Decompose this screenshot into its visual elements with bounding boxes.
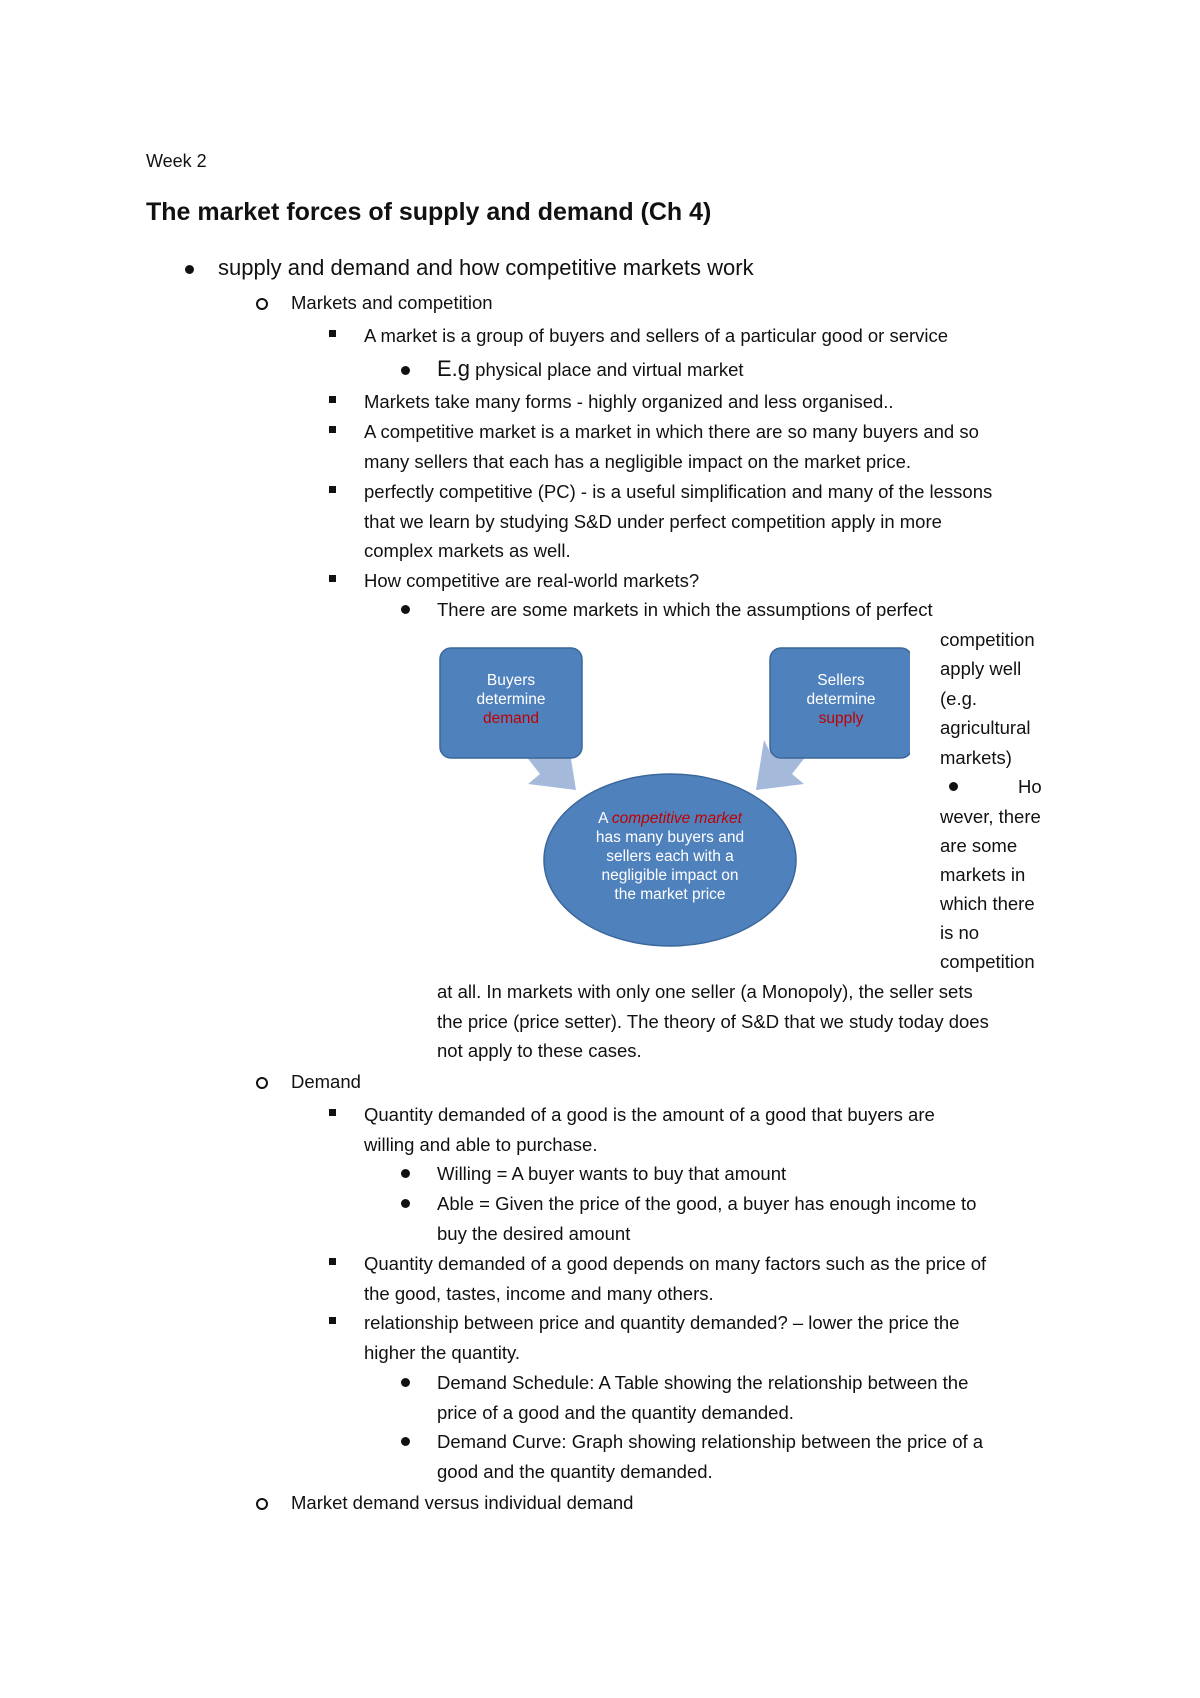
wrap-word: agricultural xyxy=(940,717,1031,738)
center-text-2: has many buyers and xyxy=(595,829,745,846)
monopoly-l4: not apply to these cases. xyxy=(437,1040,642,1061)
wrap-word: apply well xyxy=(940,658,1022,679)
wrap-word: Ho xyxy=(1018,776,1042,797)
eg-text: physical place and virtual market xyxy=(475,359,744,380)
price-relationship-l2: higher the quantity. xyxy=(364,1342,520,1363)
buyers-text-1: Buyers xyxy=(486,672,536,689)
bullet-dot xyxy=(401,366,410,375)
perfectly-competitive-l1: perfectly competitive (PC) - is a useful simplification and many of the lessons xyxy=(364,481,993,502)
market-vs-individual-label: Market demand versus individual demand xyxy=(291,1492,634,1513)
factors-l1: Quantity demanded of a good depends on many factors such as the price of xyxy=(364,1253,987,1274)
bullet-square xyxy=(329,486,336,493)
factors-l2: the good, tastes, income and many others. xyxy=(364,1283,714,1304)
competitive-market-l1: A competitive market is a market in which there are so many buyers and so xyxy=(364,421,979,442)
real-world-question: How competitive are real-world markets? xyxy=(364,570,700,591)
demand-label: Demand xyxy=(291,1071,361,1092)
sellers-text-1: Sellers xyxy=(817,672,865,689)
quantity-demanded-l1: Quantity demanded of a good is the amount of a good that buyers are xyxy=(364,1104,935,1125)
eg-line xyxy=(437,358,744,380)
center-text-4: negligible impact on xyxy=(601,867,739,884)
able-definition-l1: Able = Given the price of the good, a buyer has enough income to xyxy=(437,1193,977,1214)
perfectly-competitive-l3: complex markets as well. xyxy=(364,540,571,561)
wrap-word: competition xyxy=(940,951,1035,972)
wrap-word: (e.g. xyxy=(940,688,978,709)
pc-assumptions-l1: There are some markets in which the assumptions of perfect xyxy=(437,599,933,620)
bullet-square xyxy=(329,575,336,582)
bullet-square xyxy=(329,1258,336,1265)
perfectly-competitive-l2: that we learn by studying S&D under perfect competition apply in more xyxy=(364,511,942,532)
markets-forms: Markets take many forms - highly organized and less organised.. xyxy=(364,391,894,412)
bullet-dot xyxy=(949,782,958,791)
monopoly-l3: the price (price setter). The theory of S&D that we study today does xyxy=(437,1011,989,1032)
wrap-word: which there xyxy=(940,893,1035,914)
willing-definition: Willing = A buyer wants to buy that amount xyxy=(437,1163,787,1184)
bullet-dot xyxy=(185,265,194,274)
wrap-word: wever, there xyxy=(940,806,1041,827)
bullet-dot xyxy=(401,1199,410,1208)
demand-curve-l2: good and the quantity demanded. xyxy=(437,1461,713,1482)
wrap-word: are some xyxy=(940,835,1018,856)
bullet-square xyxy=(329,396,336,403)
competitive-market-diagram xyxy=(430,640,910,960)
page-title: The market forces of supply and demand (Ch 4) xyxy=(146,198,712,226)
bullet-square xyxy=(329,1109,336,1116)
wrap-word: markets in xyxy=(940,864,1026,885)
wrap-word: is no xyxy=(940,922,980,943)
bullet-dot xyxy=(401,1169,410,1178)
bullet-ring xyxy=(256,1498,268,1510)
bullet-dot xyxy=(401,1378,410,1387)
competitive-market-l2: many sellers that each has a negligible impact on the market price. xyxy=(364,451,912,472)
price-relationship-l1: relationship between price and quantity demanded? – lower the price the xyxy=(364,1312,960,1333)
eg-prefix: E.g xyxy=(437,356,471,381)
bullet-square xyxy=(329,330,336,337)
bullet-square xyxy=(329,426,336,433)
buyers-text-3: demand xyxy=(482,710,540,727)
bullet-ring xyxy=(256,1077,268,1089)
center-text-3: sellers each with a xyxy=(606,848,734,865)
markets-label: Markets and competition xyxy=(291,292,493,313)
bullet-dot xyxy=(401,605,410,614)
monopoly-l2: at all. In markets with only one seller (a Monopoly), the seller sets xyxy=(437,981,973,1002)
demand-schedule-l2: price of a good and the quantity demanded. xyxy=(437,1402,794,1423)
bullet-square xyxy=(329,1317,336,1324)
sellers-text-3: supply xyxy=(818,710,864,727)
bullet-dot xyxy=(401,1437,410,1446)
able-definition-l2: buy the desired amount xyxy=(437,1223,631,1244)
demand-curve-l1: Demand Curve: Graph showing relationship between the price of a xyxy=(437,1431,984,1452)
wrap-word: competition xyxy=(940,629,1035,650)
quantity-demanded-l2: willing and able to purchase. xyxy=(364,1134,598,1155)
buyers-text-2: determine xyxy=(476,691,546,708)
bullet-ring xyxy=(256,298,268,310)
section-heading: supply and demand and how competitive markets work xyxy=(218,255,754,280)
wrap-word: markets) xyxy=(940,747,1012,768)
center-text-1: A competitive market xyxy=(598,810,742,827)
demand-schedule-l1: Demand Schedule: A Table showing the relationship between the xyxy=(437,1372,969,1393)
sellers-text-2: determine xyxy=(806,691,876,708)
center-text-5: the market price xyxy=(614,886,726,903)
week-label: Week 2 xyxy=(146,151,207,171)
market-definition: A market is a group of buyers and sellers of a particular good or service xyxy=(364,325,949,346)
